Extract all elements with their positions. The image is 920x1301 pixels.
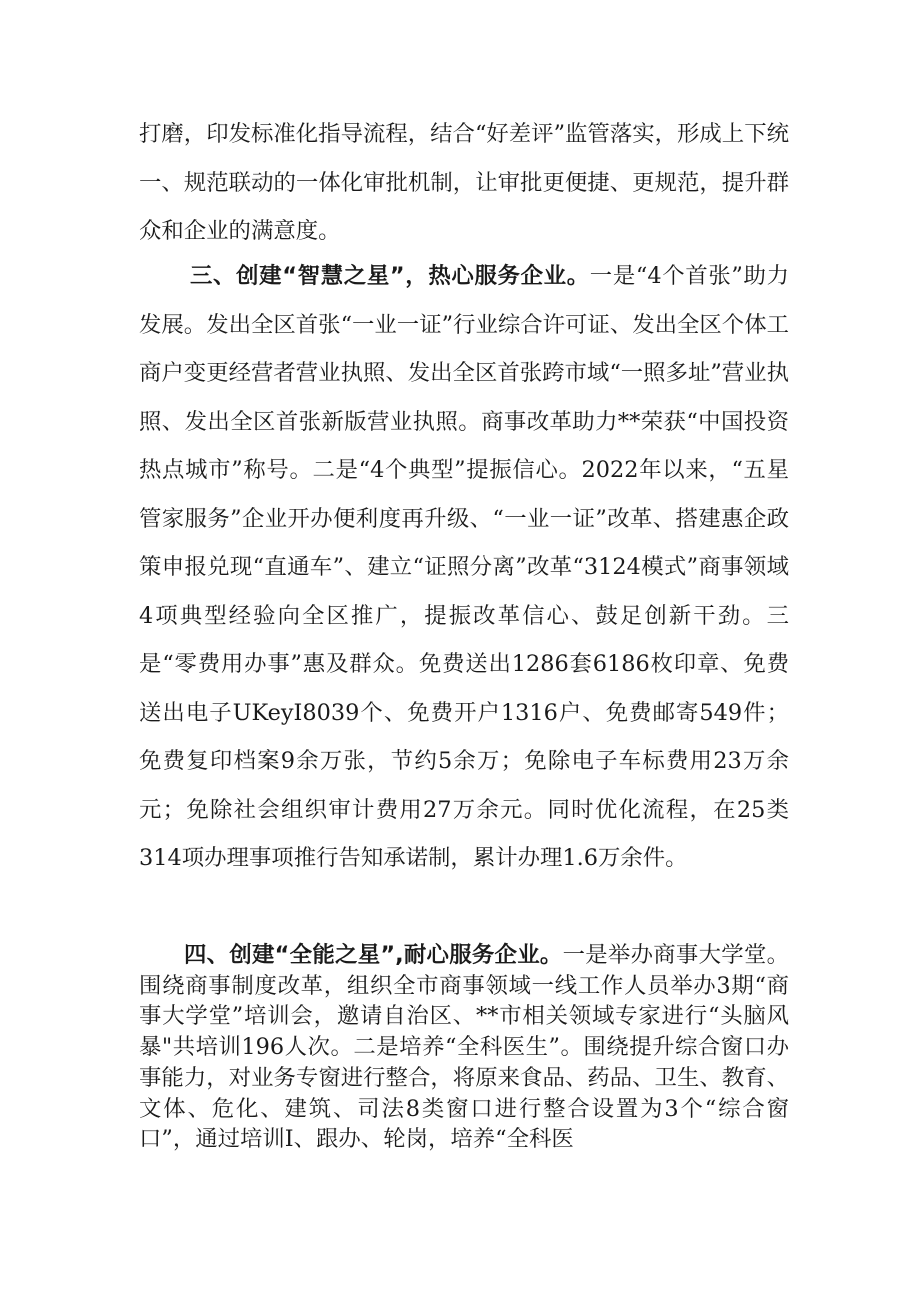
section-heading: 四、创建“全能之星”,耐心服务企业。: [184, 942, 563, 968]
paragraph-smart-star: [139, 252, 789, 883]
section-heading: 三、创建“智慧之星”，热心服务企业。: [190, 263, 590, 289]
paragraph-body: 一是“4个首张”助力发展。发出全区首张“一业一证”行业综合许可证、发出全区个体工商户变更经营者营业执照、发出全区首张跨市域“一照多址”营业执照、发出全区首张新版营业执照。商事改革助力**荣获“中国投资热点城市”称号。二是“4个典型”提振信心。2022年以来，“五星管家服务”企业开办便利度再升级、“一业一证”改革、搭建惠企政策申报兑现“直通车”、建立“证照分离”改革“3124模式”商事领域4项典型经验向全区推广，提振改革信心、鼓足创新干劲。三是“零费用办事”惠及群众。免费送出1286套6186枚印章、免费送出电子UKeyI8039个、免费开户1316户、免费邮寄549件；免费复印档案9余万张，节约5余万；免除电子车标费用23万余元；免除社会组织审计费用27万余元。同时优化流程，在25类314项办理事项推行告知承诺制，累计办理1.6万余件。: [139, 263, 790, 871]
paragraph-body: 一是举办商事大学堂。围绕商事制度改革，组织全市商事领域一线工作人员举办3期“商事大学堂”培训会，邀请自治区、**市相关领域专家进行“头脑风暴"共培训196人次。二是培养“全科医生”。围绕提升综合窗口办事能力，对业务专窗进行整合，将原来食品、药品、卫生、教育、文体、危化、建筑、司法8类窗口进行整合设置为3个“综合窗口”，通过培训I、跟办、轮岗，培养“全科医: [139, 942, 790, 1153]
paragraph-body: 打磨，印发标准化指导流程，结合“好差评”监管落实，形成上下统一、规范联动的一体化审批机制，让审批更便捷、更规范，提升群众和企业的满意度。: [139, 121, 789, 244]
paragraph-allround-star: [139, 940, 789, 1155]
paragraph-approval-mechanism: [139, 110, 789, 256]
